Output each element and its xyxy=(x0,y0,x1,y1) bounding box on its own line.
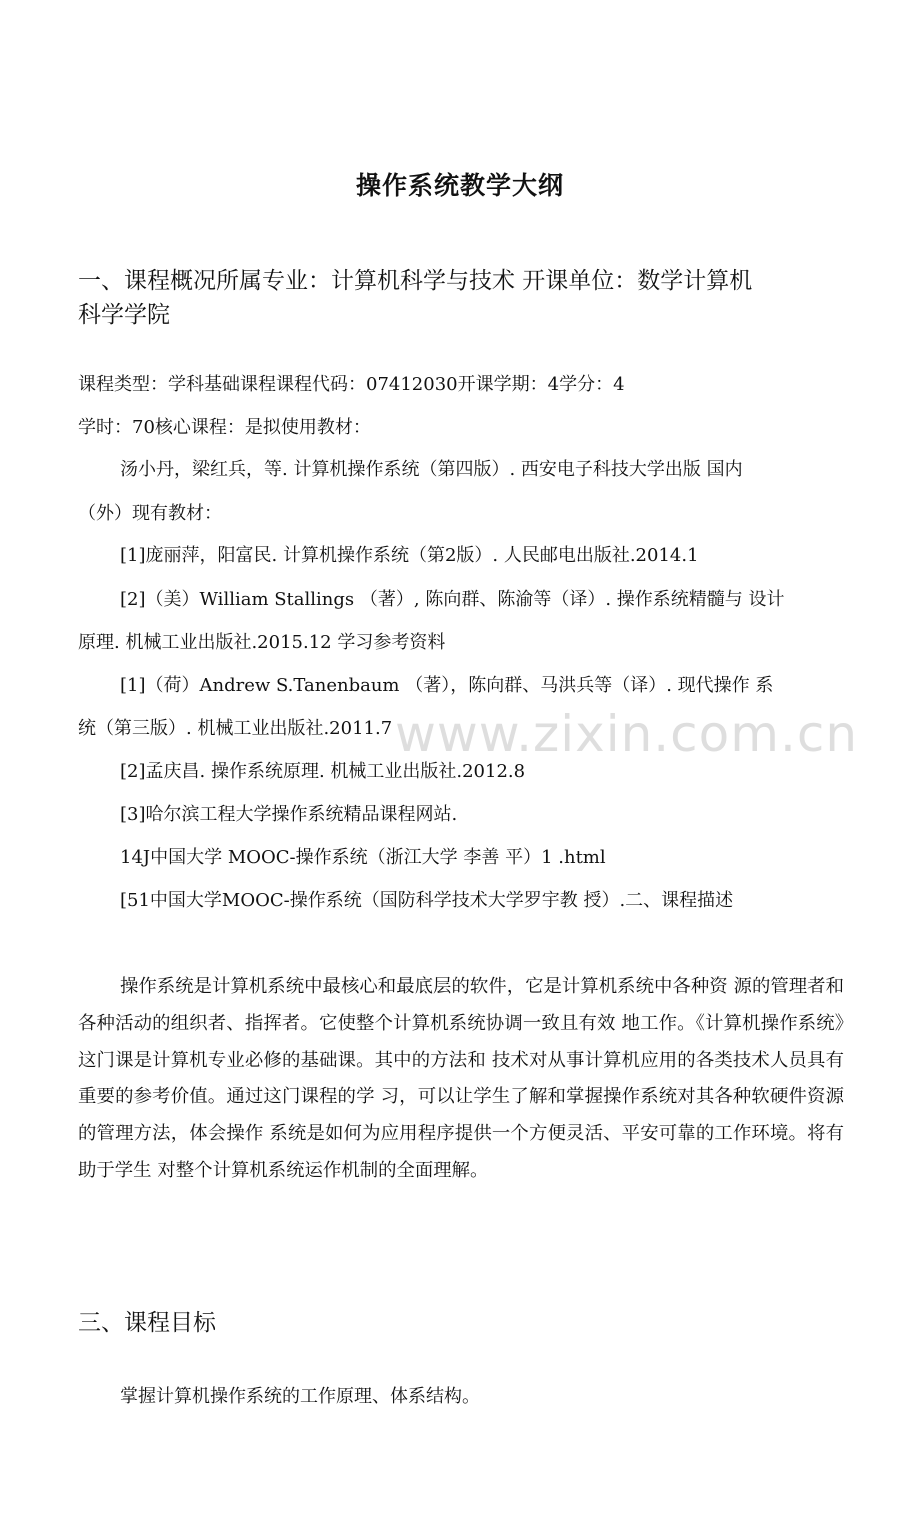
document-title: 操作系统教学大纲 xyxy=(355,171,564,200)
study-ref-4: 14J中国大学 MOOC-操作系统（浙江大学 李善 平）1 .html xyxy=(120,847,606,868)
reference-2-line2: 原理. 机械工业出版社.2015.12 学习参考资料 xyxy=(78,632,446,653)
study-ref-1-line1: [1]（荷）Andrew S.Tanenbaum （著），陈向群、马洪兵等（译）. 现代操作 系 xyxy=(120,675,774,696)
reference-2-line1: [2]（美）William Stallings （著）, 陈向群、陈渝等（译）. 操作系统精髓与 设计 xyxy=(120,589,785,610)
course-info-line2: 学时：70核心课程：是拟使用教材： xyxy=(78,417,371,438)
reference-1: [1]庞丽萍，阳富民. 计算机操作系统（第2版）. 人民邮电出版社.2014.1 xyxy=(120,545,699,566)
section1-heading-line2: 科学学院 xyxy=(78,302,170,328)
watermark: www.zixin.com.cn xyxy=(395,705,859,763)
section1-heading xyxy=(78,264,848,332)
textbook-line2: （外）现有教材： xyxy=(78,503,222,524)
course-info-line1: 课程类型：学科基础课程课程代码：07412030开课学期：4学分：4 xyxy=(78,374,625,395)
textbook-line1: 汤小丹，梁红兵，等. 计算机操作系统（第四版）. 西安电子科技大学出版 国内 xyxy=(120,459,743,480)
study-ref-3: [3]哈尔滨工程大学操作系统精品课程网站. xyxy=(120,804,458,825)
course-goal-text: 掌握计算机操作系统的工作原理、体系结构。 xyxy=(120,1386,480,1407)
course-description-paragraph: 操作系统是计算机系统中最核心和最底层的软件，它是计算机系统中各种资 源的管理者和各种活动的组织者、指挥者。它使整个计算机系统协调一致且有效 地工作。《计算机操作系统》这门课是计算机专业必修的基础课。其中的方法和 技术对从事计算机应用的各类技术人员具有重要的参考价值。通过这门课程的学 习，可以让学生了解和掌握操作系统对其各种软硬件资源的管理方法，体会操作 系统是如何为应用程序提供一个方便灵活、平安可靠的工作环境。将有助于学生 对整个计算机系统运作机制的全面理解。 xyxy=(78,976,844,1181)
study-ref-5: [51中国大学MOOC-操作系统（国防科学技术大学罗宇教 授）.二、课程描述 xyxy=(120,890,734,911)
study-ref-1-line2: 统（第三版）. 机械工业出版社.2011.7 xyxy=(78,718,393,739)
section1-heading-line1: 一、课程概况所属专业：计算机科学与技术 开课单位：数学计算机 xyxy=(78,268,753,294)
study-ref-2: [2]孟庆昌. 操作系统原理. 机械工业出版社.2012.8 xyxy=(120,761,526,782)
section3-heading: 三、课程目标 xyxy=(78,1310,216,1336)
